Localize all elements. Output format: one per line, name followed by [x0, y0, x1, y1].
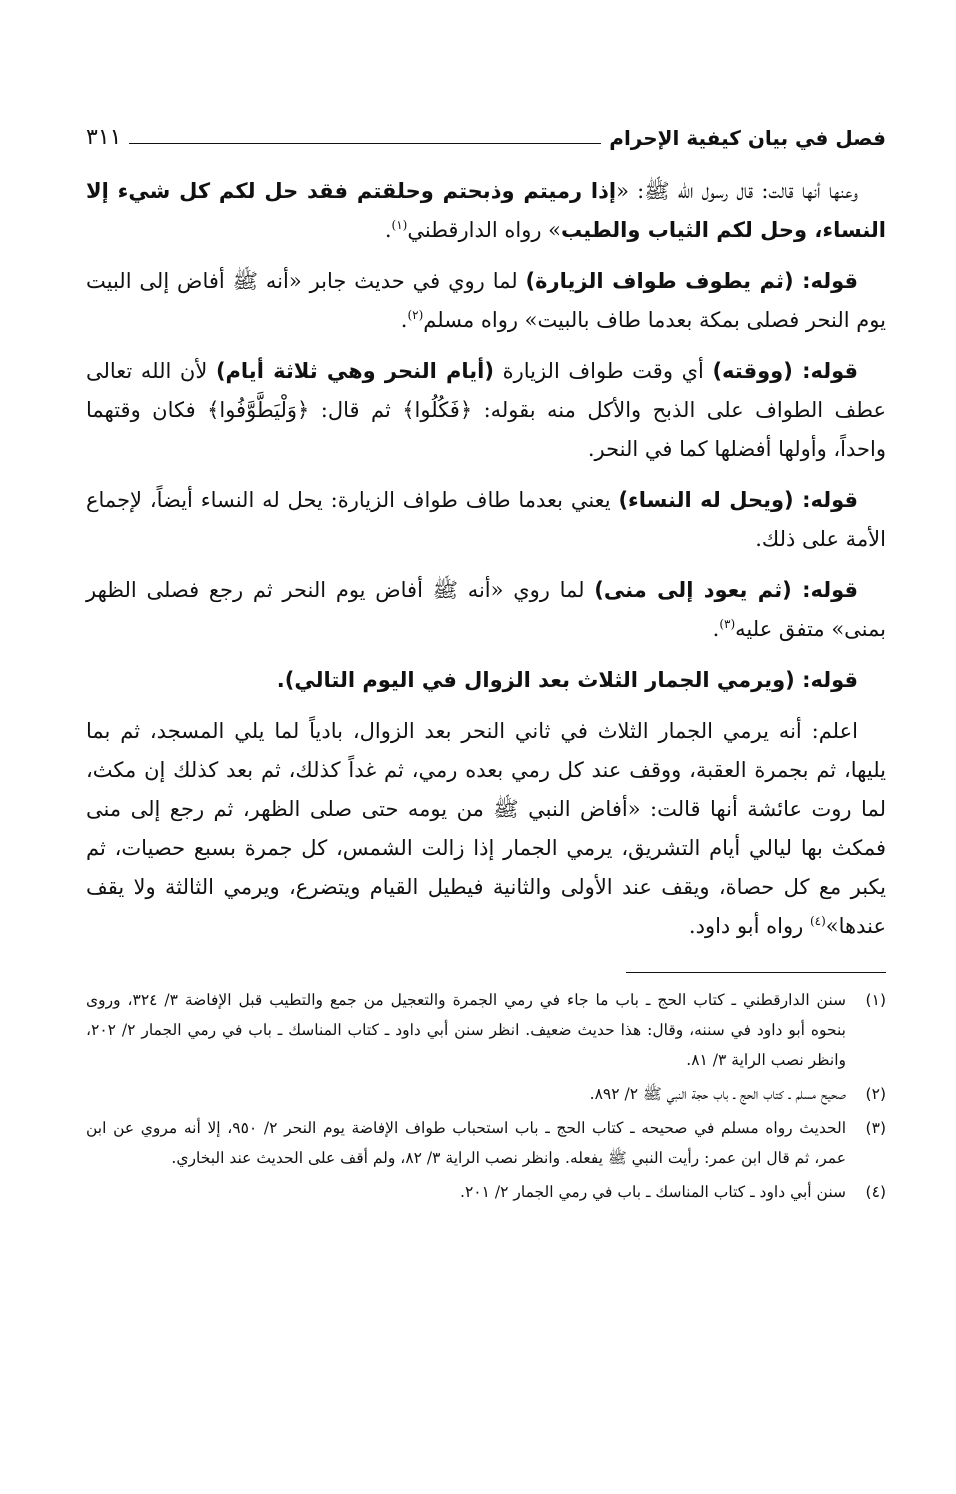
- footnote-1: [86, 985, 886, 1075]
- qawluhu-label: قوله:: [802, 578, 859, 602]
- paragraph-5: قوله: (ثم يعود إلى منى) لما روي «أنه ﷺ أفاض يوم النحر ثم رجع فصلى الظهر بمنى» متفق عليه$^{(٣)}$.: [86, 578, 886, 641]
- matn-quote: (أيام النحر وهي ثلاثة أيام): [215, 359, 494, 383]
- matn-quote: (ثم يطوف طواف الزيارة): [525, 269, 803, 293]
- qawluhu-label: قوله:: [802, 488, 858, 512]
- paragraph-2: قوله: (ثم يطوف طواف الزيارة) لما روي في حديث جابر «أنه ﷺ أفاض إلى البيت يوم النحر فصلى بمكة بعدما طاف بالبيت» رواه مسلم$^{(٢)}$.: [86, 269, 886, 332]
- footnote-text: سنن أبي داود ـ كتاب المناسك ـ باب في رمي الجمار ٢/ ٢٠١.: [460, 1183, 846, 1201]
- matn-quote: (ووقته): [712, 359, 803, 383]
- footnote-4: [86, 1177, 886, 1207]
- paragraph-3: قوله: (ووقته) أي وقت طواف الزيارة (أيام النحر وهي ثلاثة أيام) لأن الله تعالى عطف الطواف على الذبح والأكل منه بقوله: ﴿فَكُلُوا﴾ ثم قال: ﴿وَلْيَطَّوَّفُوا﴾ فكان وقتهما واحداً، وأولها أفضلها كما في النحر.: [86, 359, 886, 461]
- page-number: ٣١١: [86, 125, 122, 150]
- footnote-number: (٢): [865, 1085, 886, 1103]
- qawluhu-label: قوله:: [802, 269, 859, 293]
- qawluhu-label: قوله:: [802, 359, 858, 383]
- footnote-text: الحديث رواه مسلم في صحيحه ـ كتاب الحج ـ باب استحباب طواف الإفاضة يوم النحر ٢/ ٩٥٠، إلا أنه مروي عن ابن عمر، ثم قال ابن عمر: رأيت النبي ﷺ يفعله. وانظر نصب الراية ٣/ ٨٢، ولم أقف على الحديث عند البخاري.: [86, 1119, 847, 1167]
- paragraph-4: قوله: (ويحل له النساء) يعني بعدما طاف طواف الزيارة: يحل له النساء أيضاً، لإجماع الأمة على ذلك.: [86, 488, 886, 551]
- footnote-3: [86, 1113, 886, 1173]
- footnote-number: (١): [865, 991, 886, 1009]
- paragraph-7: اعلم: أنه يرمي الجمار الثلاث في ثاني النحر بعد الزوال، بادياً لما يلي المسجد، ثم بما يليها، ثم بجمرة العقبة، ووقف عند كل رمي بعده رمي، ثم غداً كذلك، ثم بعد كذلك إن مكث، لما روت عائشة أنها قالت: «أفاض النبي ﷺ من يومه حتى صلى الظهر، ثم رجع إلى منى فمكث بها ليالي أيام التشريق، يرمي الجمار إذا زالت الشمس، كل جمرة بسبع حصيات، ثم يكبر مع كل حصاة، ويقف عند الأولى والثانية فيطيل القيام ويتضرع، ويرمي الثالثة ولا يقف عندها»$^{(٤)}$ رواه أبو داود.: [86, 719, 886, 938]
- header-rule: [129, 143, 601, 144]
- qawluhu-label: قوله:: [802, 668, 858, 692]
- footnote-ref-3[interactable]: (٣): [719, 617, 736, 631]
- matn-quote: (ويحل له النساء): [618, 488, 803, 512]
- book-page: [86, 112, 886, 1211]
- chapter-title: فصل في بيان كيفية الإحرام: [609, 126, 886, 150]
- footnote-text: سنن الدارقطني ـ كتاب الحج ـ باب ما جاء في رمي الجمرة والتعجيل من جمع والتطيب قبل الإفاضة ٣/ ٣٢٤، وروى بنحوه أبو داود في سننه، وقال: هذا حديث ضعيف. انظر سنن أبي داود ـ كتاب المناسك ـ باب في رمي الجمار ٢/ ٢٠٢، وانظر نصب الراية ٣/ ٨١.: [86, 991, 846, 1069]
- matn-quote: (ثم يعود إلى منى): [594, 578, 803, 602]
- footnote-separator: [626, 972, 886, 973]
- paragraph-1: وعنها أنها قالت: قال رسول الله ﷺ: «إذا رميتم وذبحتم وحلقتم فقد حل لكم كل شيء إلا النساء، وحل لكم الثياب والطيب» رواه الدارقطني$^{(١)}$.: [86, 179, 886, 242]
- paragraph-6: [86, 661, 886, 700]
- footnote-2: [86, 1079, 886, 1109]
- footnote-text: صحيح مسلم ـ كتاب الحج ـ باب حجة النبي ﷺ ٢/ ٨٩٢.: [589, 1085, 846, 1103]
- footnote-ref-4[interactable]: (٤): [809, 914, 826, 928]
- footnote-ref-1[interactable]: (١): [391, 218, 408, 232]
- footnote-ref-2[interactable]: (٢): [407, 308, 424, 322]
- hadith-text: إذا رميتم وذبحتم وحلقتم فقد حل لكم كل شيء إلا النساء، وحل لكم الثياب والطيب: [86, 179, 886, 242]
- matn-quote: (ويرمي الجمار الثلاث بعد الزوال في اليوم التالي).: [276, 668, 803, 692]
- running-header: [86, 112, 886, 150]
- footnote-number: (٤): [865, 1183, 886, 1201]
- footnote-number: (٣): [865, 1119, 886, 1137]
